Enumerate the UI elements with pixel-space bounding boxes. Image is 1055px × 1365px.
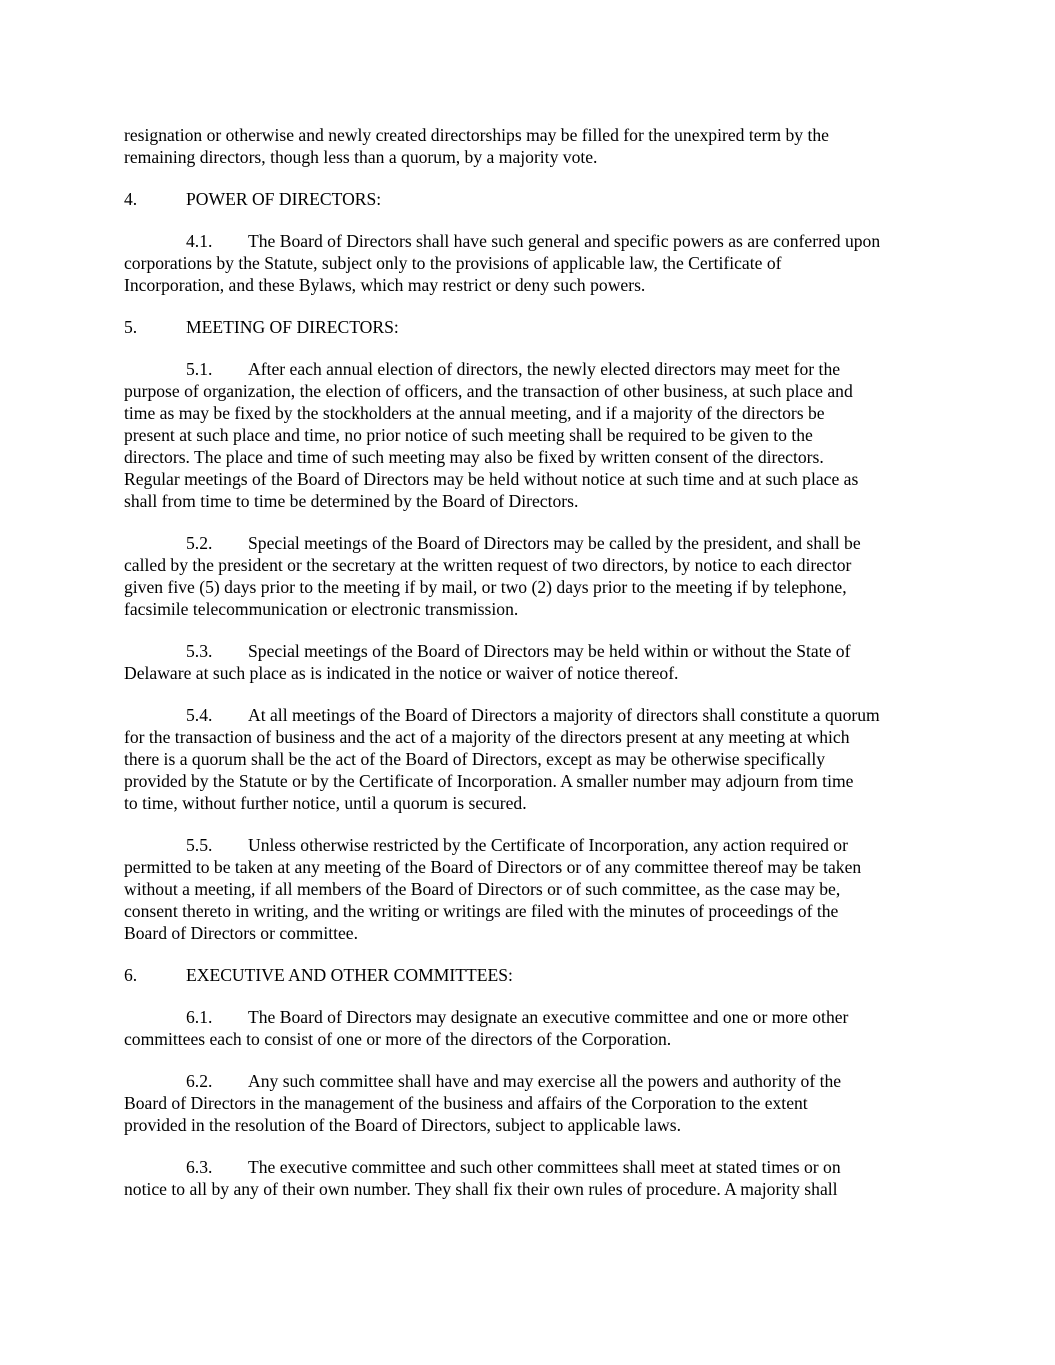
paragraph bbox=[124, 1006, 936, 1050]
paragraph bbox=[124, 834, 936, 944]
text-line: directors. The place and time of such meeting may also be fixed by written consent of the directors. bbox=[124, 447, 824, 467]
intro-paragraph bbox=[124, 124, 936, 168]
paragraph-number: 4.1. bbox=[186, 231, 213, 251]
paragraph bbox=[124, 230, 936, 296]
text-line: After each annual election of directors, the newly elected directors may meet for the bbox=[248, 359, 841, 379]
text-line: Special meetings of the Board of Directors may be called by the president, and shall be bbox=[248, 533, 861, 553]
text-line: without a meeting, if all members of the Board of Directors or of such committee, as the case may be, bbox=[124, 879, 841, 899]
text-line: to time, without further notice, until a quorum is secured. bbox=[124, 793, 527, 813]
text-line: provided by the Statute or by the Certificate of Incorporation. A smaller number may adjourn from time bbox=[124, 771, 854, 791]
section-title: EXECUTIVE AND OTHER COMMITTEES: bbox=[186, 965, 513, 985]
paragraph bbox=[124, 1156, 936, 1200]
text-line: shall from time to time be determined by the Board of Directors. bbox=[124, 491, 579, 511]
text-line: provided in the resolution of the Board of Directors, subject to applicable laws. bbox=[124, 1115, 681, 1135]
section-heading bbox=[124, 316, 936, 338]
text-line: called by the president or the secretary at the written request of two directors, by notice to each director bbox=[124, 555, 852, 575]
paragraph-number: 5.4. bbox=[186, 705, 213, 725]
text-line: resignation or otherwise and newly created directorships may be filled for the unexpired term by the bbox=[124, 125, 829, 145]
paragraph-number: 5.3. bbox=[186, 641, 213, 661]
text-line: Any such committee shall have and may exercise all the powers and authority of the bbox=[248, 1071, 842, 1091]
text-line: time as may be fixed by the stockholders at the annual meeting, and if a majority of the directors be bbox=[124, 403, 825, 423]
text-line: purpose of organization, the election of officers, and the transaction of other business, at such place and bbox=[124, 381, 853, 401]
text-line: Unless otherwise restricted by the Certificate of Incorporation, any action required or bbox=[248, 835, 848, 855]
paragraph-number: 5.5. bbox=[186, 835, 213, 855]
paragraph-number: 5.1. bbox=[186, 359, 213, 379]
paragraph-number: 6.3. bbox=[186, 1157, 213, 1177]
section-number: 6. bbox=[124, 965, 138, 985]
document-page bbox=[124, 124, 936, 1220]
text-line: given five (5) days prior to the meeting if by mail, or two (2) days prior to the meeting if by telephone, bbox=[124, 577, 847, 597]
section-number: 5. bbox=[124, 317, 138, 337]
text-line: The Board of Directors shall have such general and specific powers as are conferred upon bbox=[248, 231, 881, 251]
text-line: Delaware at such place as is indicated in the notice or waiver of notice thereof. bbox=[124, 663, 679, 683]
section-title: POWER OF DIRECTORS: bbox=[186, 189, 382, 209]
text-line: Special meetings of the Board of Directors may be held within or without the State of bbox=[248, 641, 851, 661]
text-line: permitted to be taken at any meeting of the Board of Directors or of any committee thereof may be taken bbox=[124, 857, 862, 877]
text-line: notice to all by any of their own number. They shall fix their own rules of procedure. A majority shall bbox=[124, 1179, 838, 1199]
text-line: corporations by the Statute, subject only to the provisions of applicable law, the Certificate of bbox=[124, 253, 782, 273]
paragraph bbox=[124, 640, 936, 684]
text-line: The Board of Directors may designate an executive committee and one or more other bbox=[248, 1007, 849, 1027]
paragraph-number: 6.1. bbox=[186, 1007, 213, 1027]
text-line: there is a quorum shall be the act of the Board of Directors, except as may be otherwise specifically bbox=[124, 749, 826, 769]
text-line: present at such place and time, no prior notice of such meeting shall be required to be given to the bbox=[124, 425, 813, 445]
paragraph bbox=[124, 1070, 936, 1136]
text-line: facsimile telecommunication or electronic transmission. bbox=[124, 599, 519, 619]
text-line: committees each to consist of one or more of the directors of the Corporation. bbox=[124, 1029, 672, 1049]
paragraph bbox=[124, 704, 936, 814]
section-heading bbox=[124, 188, 936, 210]
text-line: Incorporation, and these Bylaws, which may restrict or deny such powers. bbox=[124, 275, 646, 295]
text-line: consent thereto in writing, and the writing or writings are filed with the minutes of proceedings of the bbox=[124, 901, 839, 921]
section-title: MEETING OF DIRECTORS: bbox=[186, 317, 399, 337]
paragraph-number: 5.2. bbox=[186, 533, 213, 553]
text-line: Board of Directors or committee. bbox=[124, 923, 359, 943]
text-line: Board of Directors in the management of the business and affairs of the Corporation to the extent bbox=[124, 1093, 808, 1113]
text-line: remaining directors, though less than a quorum, by a majority vote. bbox=[124, 147, 598, 167]
paragraph bbox=[124, 532, 936, 620]
text-line: The executive committee and such other committees shall meet at stated times or on bbox=[248, 1157, 841, 1177]
section-number: 4. bbox=[124, 189, 138, 209]
text-line: for the transaction of business and the act of a majority of the directors present at any meeting at which bbox=[124, 727, 850, 747]
text-line: Regular meetings of the Board of Directors may be held without notice at such time and at such place as bbox=[124, 469, 859, 489]
text-line: At all meetings of the Board of Directors a majority of directors shall constitute a quorum bbox=[248, 705, 880, 725]
section-heading bbox=[124, 964, 936, 986]
paragraph bbox=[124, 358, 936, 512]
paragraph-number: 6.2. bbox=[186, 1071, 213, 1091]
